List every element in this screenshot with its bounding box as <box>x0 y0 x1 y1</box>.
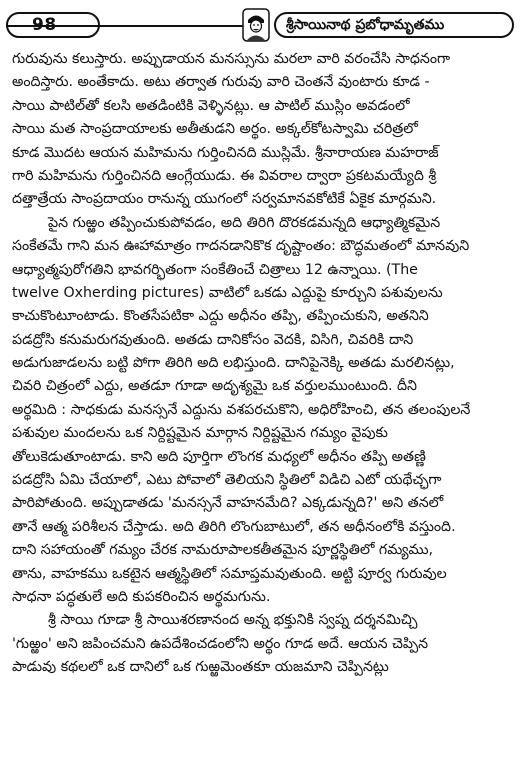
page-number: 98 <box>32 15 57 35</box>
page-number-badge <box>6 12 100 38</box>
text-line: కూడ మొదట ఆయన మహిమను గుర్తించినది ముస్లిమే. శ్రీనారాయణ మహరాజ్ <box>12 144 439 161</box>
text-line: అడుగుజాడలను బట్టి పోగా తిరిగి అది లభిస్తుంది. దానిపైనెక్కి అతడు మరలినట్లు, <box>12 355 455 372</box>
text-line: దాని సహాయంతో గమ్యం చేరక నామరూపాలకతీతమైన పూర్ణస్థితిలో గమ్యము, <box>12 542 433 559</box>
text-line: గారి మహిమను గుర్తించినది ఆంగ్లేయుడు. ఈ వివరాల ద్వారా ప్రకటమయ్యేది శ్రీ <box>12 167 437 184</box>
text-line: అర్థమిది : సాధకుడు మనస్సనే ఎద్దును వశపరచుకొని, అధిరోహించి, తన తలంపులనే <box>12 401 471 418</box>
text-line: ఆధ్యాత్మపురోగతిని భావగర్భితంగా సంకేతించే చిత్రాలు 12 ఉన్నాయి. (The <box>12 261 418 278</box>
text-line: శ్రీ సాయి గూడా శ్రీ సాయిశరణానంద అన్న భక్తునికి స్వప్న దర్శనమిచ్చి <box>48 612 418 629</box>
text-line: సంకేతమే గాని మన ఊహామాత్రం గాదనడానికొక దృష్టాంతం: బౌద్ధమతంలో మానవుని <box>12 238 470 255</box>
text-line: పడద్రోసి కనుమరుగవుతుంది. అతడు దానికోసం వెదకి, విసిగి, చివరికి దాని <box>12 331 414 348</box>
text-line: పాడువు కథలలో ఒక దానిలో ఒక గుఱ్ఱమెంతకూ యజమాని చెప్పినట్లు <box>12 659 389 676</box>
text-line: సాధనా పద్ధతులే అది కుపకరించిన అర్థమగును. <box>12 588 271 605</box>
text-line: పశువుల మందలను ఒక నిర్దిష్టమైన మార్గాన నిర్దిష్టమైన గమ్యం వైపుకు <box>12 425 388 442</box>
sai-baba-portrait-icon <box>242 8 270 42</box>
page-header <box>6 8 514 44</box>
text-line: తాను, వాహకము ఒకటైన ఆత్మస్థితిలో సమాప్తమవుతుంది. అట్టి పూర్వ గురువుల <box>12 565 447 582</box>
text-line: కాచుకొంటూంటాడు. కొంతసేపటికా ఎద్దు అధీనం తప్పి, తప్పించుకుని, అతనిని <box>12 308 429 325</box>
text-line: పడద్రోసి ఏమి చేయాలో, ఎటు పోవాలో తెలియని స్థితిలో విడిచి ఎటో యథేచ్ఛగా <box>12 472 442 489</box>
text-line: గురువును కలుస్తారు. అప్పుడాయన మనస్సును మరలా వారి వరంచేసి సాధనంగా <box>12 51 451 67</box>
text-line: twelve Oxherding pictures) వాటిలో ఒకడు ఎద్దుపై కూర్చుని పశువులను <box>12 284 443 301</box>
text-line: 'గుఱ్ఱం' అని జపించమని ఉపదేశించడంలోని అర్థం గూడ అదే. ఆయన చెప్పిన <box>12 635 429 652</box>
text-line: పారిపోతుంది. అప్పుడాతడు 'మనస్సనే వాహనమేది? ఎక్కడున్నది?' అని తనలో <box>12 495 444 512</box>
text-line: అందిస్తారు. అంతేకాదు. అటు తర్వాత గురువు వారి చెంతనే వుంటారు కూడ - <box>12 74 430 91</box>
text-line: దత్తాత్రేయ సాంప్రదాయం రానున్న యుగంలో సర్వమానవకోటికే ఏకైక మార్గమని. <box>12 191 437 208</box>
text-line: సాయి పాటిల్‌తో కలసి అతడింటికి వెళ్ళినట్లు. ఆ పాటిల్ ముస్లిం అవడంలో <box>12 97 410 114</box>
text-line: పైన గుఱ్ఱం తప్పించుకుపోవడం, అది తిరిగి దొరకడమన్నది ఆధ్యాత్మికమైన <box>48 214 441 231</box>
text-line: తానే ఆత్మ పరిశీలన చేస్తాడు. అది తిరిగి లొంగుబాటులో, తన అధీనంలోకి వస్తుంది. <box>12 518 456 535</box>
book-title: శ్రీసాయినాథ ప్రబోధామృతము <box>286 17 445 33</box>
book-title-badge <box>274 12 514 38</box>
text-line: సాయి మత సాంప్రదాయాలకు అతీతుడని అర్థం. అక్కల్‌కోటస్వామి చరిత్రలో <box>12 121 418 138</box>
page-body <box>12 48 508 680</box>
text-line: చివరి చిత్రంలో ఎద్దు, అతడూ గూడా అదృశ్యమై ఒక వర్తులముంటుంది. దీని <box>12 378 417 395</box>
text-line: తోలుకెడుతూంటాడు. కాని అది పూర్తిగా లొంగక మధ్యలో అధీనం తప్పి అతణ్ణి <box>12 448 426 465</box>
